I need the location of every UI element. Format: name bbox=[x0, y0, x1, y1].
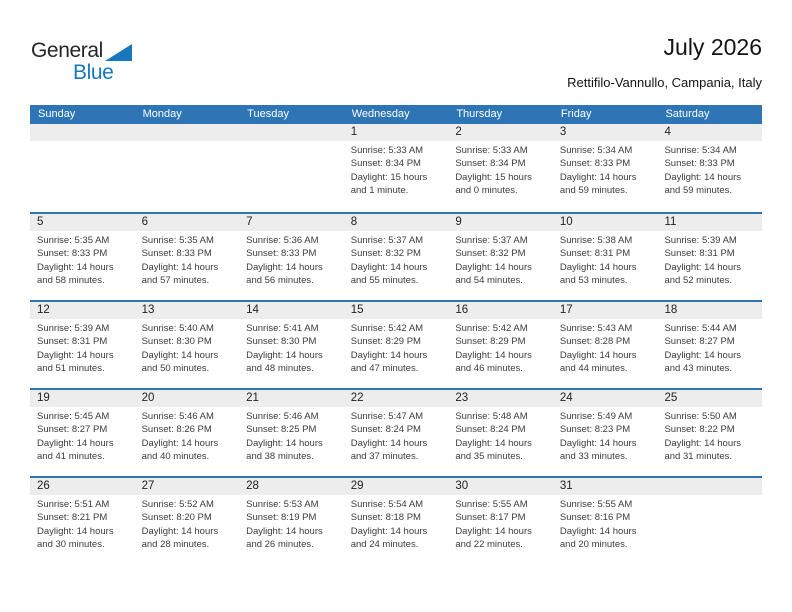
day-cell-empty bbox=[135, 124, 240, 212]
day-number: 11 bbox=[657, 214, 762, 231]
sunrise-text: Sunrise: 5:45 AM bbox=[37, 411, 110, 422]
day-number: 14 bbox=[239, 302, 344, 319]
day-details bbox=[135, 407, 240, 472]
sunrise-text: Sunrise: 5:48 AM bbox=[455, 411, 528, 422]
day-number: 1 bbox=[344, 124, 449, 141]
daylight-text: Daylight: 14 hours and 30 minutes. bbox=[37, 525, 114, 551]
sunset-text: Sunset: 8:30 PM bbox=[246, 336, 317, 348]
daylight-text: Daylight: 14 hours and 33 minutes. bbox=[559, 437, 637, 463]
daylight-text: Daylight: 14 hours and 54 minutes. bbox=[455, 261, 532, 287]
day-cell-14 bbox=[239, 302, 344, 388]
daylight-text: Daylight: 14 hours and 24 minutes. bbox=[350, 525, 428, 551]
sunset-text: Sunset: 8:31 PM bbox=[559, 248, 631, 260]
day-details bbox=[344, 495, 449, 560]
daylight-text: Daylight: 14 hours and 43 minutes. bbox=[664, 349, 742, 375]
sunset-text: Sunset: 8:32 PM bbox=[455, 248, 526, 260]
daylight-text: Daylight: 14 hours and 46 minutes. bbox=[455, 349, 532, 375]
sunset-text: Sunset: 8:33 PM bbox=[246, 248, 317, 260]
day-details bbox=[448, 495, 553, 560]
sunset-text: Sunset: 8:29 PM bbox=[455, 336, 526, 348]
daylight-text: Daylight: 14 hours and 26 minutes. bbox=[246, 525, 323, 551]
day-cell-empty bbox=[239, 124, 344, 212]
sunrise-text: Sunrise: 5:55 AM bbox=[455, 499, 528, 510]
day-cell-26 bbox=[30, 478, 135, 564]
weekday-header-thursday: Thursday bbox=[456, 108, 503, 120]
day-number: 4 bbox=[657, 124, 762, 141]
sunrise-text: Sunrise: 5:34 AM bbox=[559, 145, 633, 156]
sunrise-text: Sunrise: 5:54 AM bbox=[350, 499, 424, 510]
day-cell-empty bbox=[30, 124, 135, 212]
daylight-text: Daylight: 15 hours and 1 minute. bbox=[350, 171, 428, 197]
sunset-text: Sunset: 8:31 PM bbox=[664, 248, 735, 260]
day-details bbox=[553, 495, 658, 560]
sunset-text: Sunset: 8:28 PM bbox=[559, 336, 631, 348]
day-number: 9 bbox=[448, 214, 553, 231]
sunset-text: Sunset: 8:34 PM bbox=[455, 158, 526, 170]
day-number: 7 bbox=[239, 214, 344, 231]
day-number: 17 bbox=[553, 302, 658, 319]
day-cell-8 bbox=[344, 214, 449, 300]
day-cell-17 bbox=[553, 302, 658, 388]
sunrise-text: Sunrise: 5:50 AM bbox=[664, 411, 737, 422]
day-cell-22 bbox=[344, 390, 449, 476]
sunrise-text: Sunrise: 5:39 AM bbox=[664, 235, 737, 246]
day-number: 13 bbox=[135, 302, 240, 319]
day-number: 25 bbox=[657, 390, 762, 407]
general-blue-logo bbox=[31, 40, 132, 83]
daylight-text: Daylight: 14 hours and 53 minutes. bbox=[559, 261, 637, 287]
weekday-header-sunday: Sunday bbox=[38, 108, 76, 120]
day-cell-24 bbox=[553, 390, 658, 476]
week-row bbox=[30, 388, 762, 476]
day-details bbox=[553, 141, 658, 206]
day-cell-7 bbox=[239, 214, 344, 300]
day-cell-5 bbox=[30, 214, 135, 300]
daylight-text: Daylight: 14 hours and 50 minutes. bbox=[141, 349, 219, 375]
title-block bbox=[567, 33, 762, 90]
daylight-text: Daylight: 14 hours and 48 minutes. bbox=[246, 349, 323, 375]
day-number: 5 bbox=[30, 214, 135, 231]
day-number-empty bbox=[657, 478, 762, 495]
sunset-text: Sunset: 8:16 PM bbox=[559, 512, 631, 524]
day-cell-16 bbox=[448, 302, 553, 388]
day-cell-25 bbox=[657, 390, 762, 476]
sunrise-text: Sunrise: 5:53 AM bbox=[246, 499, 319, 510]
day-number: 19 bbox=[30, 390, 135, 407]
day-number: 10 bbox=[553, 214, 658, 231]
day-details bbox=[30, 319, 135, 384]
day-details bbox=[135, 231, 240, 296]
day-number: 29 bbox=[344, 478, 449, 495]
daylight-text: Daylight: 14 hours and 59 minutes. bbox=[664, 171, 742, 197]
day-cell-1 bbox=[344, 124, 449, 212]
sunrise-text: Sunrise: 5:51 AM bbox=[37, 499, 110, 510]
day-details bbox=[135, 319, 240, 384]
day-cell-21 bbox=[239, 390, 344, 476]
weekday-header-row bbox=[30, 105, 762, 124]
day-details bbox=[30, 231, 135, 296]
sunrise-text: Sunrise: 5:35 AM bbox=[37, 235, 110, 246]
sunrise-text: Sunrise: 5:34 AM bbox=[664, 145, 737, 156]
daylight-text: Daylight: 14 hours and 44 minutes. bbox=[559, 349, 637, 375]
day-number: 23 bbox=[448, 390, 553, 407]
day-number: 22 bbox=[344, 390, 449, 407]
day-number: 28 bbox=[239, 478, 344, 495]
day-number: 16 bbox=[448, 302, 553, 319]
day-number-empty bbox=[30, 124, 135, 141]
calendar-table bbox=[30, 105, 762, 564]
day-number: 31 bbox=[553, 478, 658, 495]
day-details bbox=[553, 407, 658, 472]
daylight-text: Daylight: 14 hours and 47 minutes. bbox=[350, 349, 428, 375]
sunrise-text: Sunrise: 5:55 AM bbox=[559, 499, 633, 510]
day-details bbox=[344, 319, 449, 384]
sunset-text: Sunset: 8:21 PM bbox=[37, 512, 108, 524]
sunrise-text: Sunrise: 5:39 AM bbox=[37, 323, 110, 334]
day-cell-12 bbox=[30, 302, 135, 388]
day-cell-2 bbox=[448, 124, 553, 212]
day-number: 15 bbox=[344, 302, 449, 319]
sunrise-text: Sunrise: 5:33 AM bbox=[350, 145, 424, 156]
day-cell-28 bbox=[239, 478, 344, 564]
daylight-text: Daylight: 14 hours and 57 minutes. bbox=[141, 261, 219, 287]
logo-text-blue: Blue bbox=[73, 61, 114, 84]
daylight-text: Daylight: 14 hours and 37 minutes. bbox=[350, 437, 428, 463]
weekday-header-saturday: Saturday bbox=[665, 108, 710, 120]
daylight-text: Daylight: 14 hours and 35 minutes. bbox=[455, 437, 532, 463]
sunset-text: Sunset: 8:31 PM bbox=[37, 336, 108, 348]
day-details bbox=[239, 495, 344, 560]
weekday-header-tuesday: Tuesday bbox=[247, 108, 289, 120]
sunset-text: Sunset: 8:33 PM bbox=[37, 248, 108, 260]
day-details bbox=[344, 141, 449, 206]
day-cell-empty bbox=[657, 478, 762, 564]
daylight-text: Daylight: 14 hours and 51 minutes. bbox=[37, 349, 114, 375]
daylight-text: Daylight: 15 hours and 0 minutes. bbox=[455, 171, 532, 197]
day-cell-20 bbox=[135, 390, 240, 476]
sunrise-text: Sunrise: 5:47 AM bbox=[350, 411, 424, 422]
day-details bbox=[30, 407, 135, 472]
day-cell-23 bbox=[448, 390, 553, 476]
day-number: 24 bbox=[553, 390, 658, 407]
day-details bbox=[448, 231, 553, 296]
sunrise-text: Sunrise: 5:52 AM bbox=[141, 499, 214, 510]
week-row bbox=[30, 476, 762, 564]
sunrise-text: Sunrise: 5:44 AM bbox=[664, 323, 737, 334]
day-details bbox=[553, 319, 658, 384]
day-details bbox=[239, 407, 344, 472]
sunrise-text: Sunrise: 5:36 AM bbox=[246, 235, 319, 246]
day-number: 2 bbox=[448, 124, 553, 141]
sunset-text: Sunset: 8:25 PM bbox=[246, 424, 317, 436]
day-details bbox=[657, 319, 762, 384]
day-cell-19 bbox=[30, 390, 135, 476]
sunset-text: Sunset: 8:19 PM bbox=[246, 512, 317, 524]
day-cell-27 bbox=[135, 478, 240, 564]
sunrise-text: Sunrise: 5:37 AM bbox=[455, 235, 528, 246]
daylight-text: Daylight: 14 hours and 28 minutes. bbox=[141, 525, 219, 551]
day-details bbox=[30, 495, 135, 560]
day-cell-13 bbox=[135, 302, 240, 388]
day-number: 21 bbox=[239, 390, 344, 407]
day-details bbox=[344, 231, 449, 296]
sunset-text: Sunset: 8:24 PM bbox=[350, 424, 421, 436]
sunrise-text: Sunrise: 5:40 AM bbox=[141, 323, 214, 334]
sunset-text: Sunset: 8:18 PM bbox=[350, 512, 421, 524]
sunrise-text: Sunrise: 5:37 AM bbox=[350, 235, 424, 246]
sunset-text: Sunset: 8:24 PM bbox=[455, 424, 526, 436]
daylight-text: Daylight: 14 hours and 55 minutes. bbox=[350, 261, 428, 287]
day-details bbox=[239, 319, 344, 384]
sunset-text: Sunset: 8:27 PM bbox=[37, 424, 108, 436]
day-number-empty bbox=[135, 124, 240, 141]
day-details bbox=[135, 495, 240, 560]
day-number: 3 bbox=[553, 124, 658, 141]
day-cell-4 bbox=[657, 124, 762, 212]
sunset-text: Sunset: 8:20 PM bbox=[141, 512, 212, 524]
sunset-text: Sunset: 8:22 PM bbox=[664, 424, 735, 436]
sunrise-text: Sunrise: 5:42 AM bbox=[455, 323, 528, 334]
daylight-text: Daylight: 14 hours and 31 minutes. bbox=[664, 437, 742, 463]
sunrise-text: Sunrise: 5:33 AM bbox=[455, 145, 528, 156]
day-number: 26 bbox=[30, 478, 135, 495]
sunset-text: Sunset: 8:33 PM bbox=[559, 158, 631, 170]
sunrise-text: Sunrise: 5:46 AM bbox=[246, 411, 319, 422]
day-details bbox=[657, 231, 762, 296]
sunrise-text: Sunrise: 5:38 AM bbox=[559, 235, 633, 246]
sunrise-text: Sunrise: 5:42 AM bbox=[350, 323, 424, 334]
day-cell-30 bbox=[448, 478, 553, 564]
daylight-text: Daylight: 14 hours and 22 minutes. bbox=[455, 525, 532, 551]
day-cell-15 bbox=[344, 302, 449, 388]
week-row bbox=[30, 124, 762, 212]
day-details bbox=[344, 407, 449, 472]
day-cell-31 bbox=[553, 478, 658, 564]
sunset-text: Sunset: 8:33 PM bbox=[664, 158, 735, 170]
sunrise-text: Sunrise: 5:41 AM bbox=[246, 323, 319, 334]
weekday-header-wednesday: Wednesday bbox=[351, 108, 410, 120]
day-details bbox=[553, 231, 658, 296]
day-number: 20 bbox=[135, 390, 240, 407]
day-details bbox=[448, 319, 553, 384]
day-details bbox=[657, 141, 762, 206]
week-row bbox=[30, 212, 762, 300]
sunset-text: Sunset: 8:29 PM bbox=[350, 336, 421, 348]
day-details bbox=[239, 231, 344, 296]
daylight-text: Daylight: 14 hours and 59 minutes. bbox=[559, 171, 637, 197]
daylight-text: Daylight: 14 hours and 58 minutes. bbox=[37, 261, 114, 287]
day-details bbox=[448, 407, 553, 472]
sunrise-text: Sunrise: 5:43 AM bbox=[559, 323, 633, 334]
day-number-empty bbox=[239, 124, 344, 141]
sunset-text: Sunset: 8:32 PM bbox=[350, 248, 421, 260]
day-number: 27 bbox=[135, 478, 240, 495]
sunset-text: Sunset: 8:34 PM bbox=[350, 158, 421, 170]
weekday-header-monday: Monday bbox=[142, 108, 182, 120]
day-cell-29 bbox=[344, 478, 449, 564]
day-cell-6 bbox=[135, 214, 240, 300]
sunrise-text: Sunrise: 5:49 AM bbox=[559, 411, 633, 422]
sunset-text: Sunset: 8:26 PM bbox=[141, 424, 212, 436]
day-number: 30 bbox=[448, 478, 553, 495]
day-details bbox=[657, 407, 762, 472]
page-subtitle: Rettifilo-Vannullo, Campania, Italy bbox=[567, 75, 762, 90]
day-cell-18 bbox=[657, 302, 762, 388]
daylight-text: Daylight: 14 hours and 56 minutes. bbox=[246, 261, 323, 287]
daylight-text: Daylight: 14 hours and 41 minutes. bbox=[37, 437, 114, 463]
sunset-text: Sunset: 8:27 PM bbox=[664, 336, 735, 348]
daylight-text: Daylight: 14 hours and 38 minutes. bbox=[246, 437, 323, 463]
day-number: 18 bbox=[657, 302, 762, 319]
daylight-text: Daylight: 14 hours and 40 minutes. bbox=[141, 437, 219, 463]
sunset-text: Sunset: 8:23 PM bbox=[559, 424, 631, 436]
sunrise-text: Sunrise: 5:35 AM bbox=[141, 235, 214, 246]
sunrise-text: Sunrise: 5:46 AM bbox=[141, 411, 214, 422]
sunset-text: Sunset: 8:33 PM bbox=[141, 248, 212, 260]
weekday-header-friday: Friday bbox=[560, 108, 592, 120]
calendar-grid bbox=[30, 124, 762, 564]
day-cell-11 bbox=[657, 214, 762, 300]
day-cell-9 bbox=[448, 214, 553, 300]
daylight-text: Daylight: 14 hours and 52 minutes. bbox=[664, 261, 742, 287]
day-cell-10 bbox=[553, 214, 658, 300]
day-details bbox=[448, 141, 553, 206]
week-row bbox=[30, 300, 762, 388]
day-number: 6 bbox=[135, 214, 240, 231]
logo-text-general: General bbox=[31, 39, 103, 62]
day-number: 12 bbox=[30, 302, 135, 319]
day-cell-3 bbox=[553, 124, 658, 212]
page-title: July 2026 bbox=[663, 34, 762, 60]
sunset-text: Sunset: 8:30 PM bbox=[141, 336, 212, 348]
sunset-text: Sunset: 8:17 PM bbox=[455, 512, 526, 524]
day-number: 8 bbox=[344, 214, 449, 231]
daylight-text: Daylight: 14 hours and 20 minutes. bbox=[559, 525, 637, 551]
